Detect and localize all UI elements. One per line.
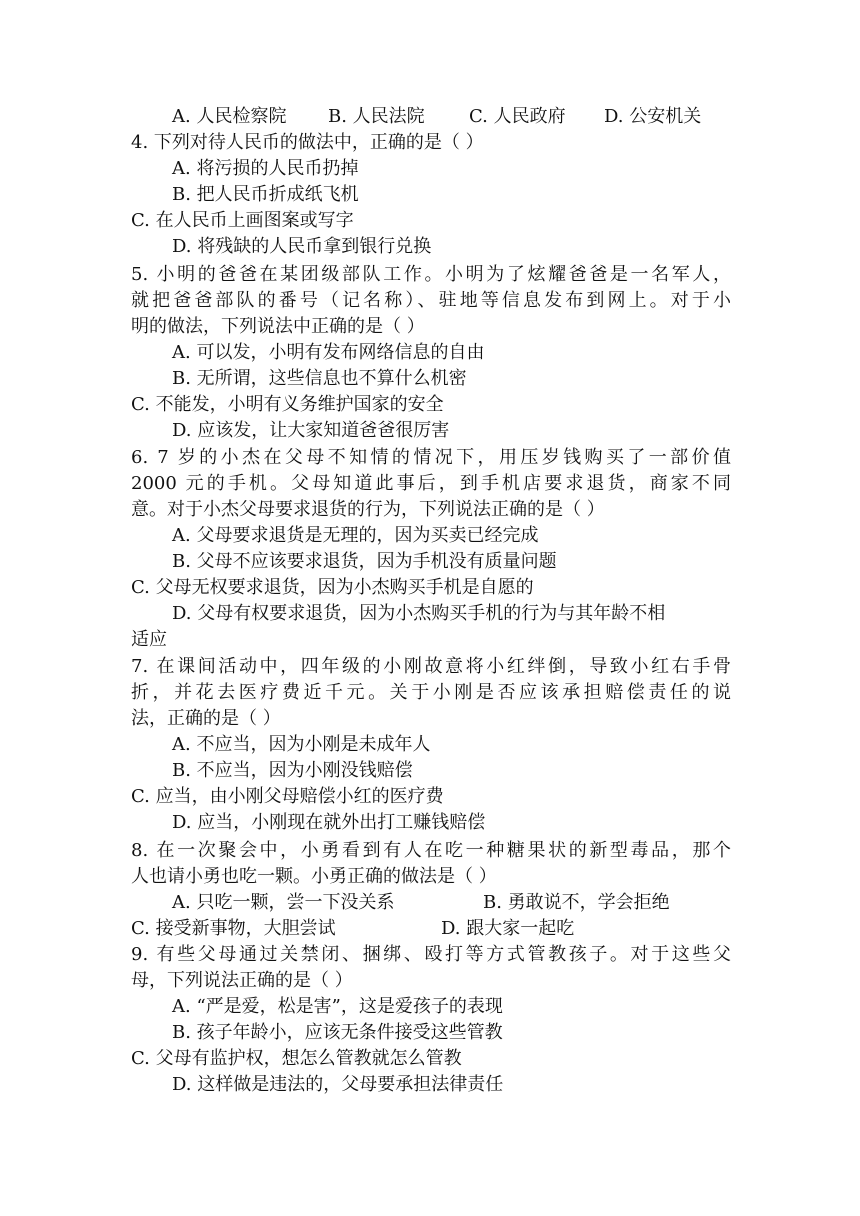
q4-stem: 4. 下列对待人民币的做法中，正确的是（ ） [131,132,484,153]
q7-option-a: A. 不应当，因为小刚是未成年人 [172,734,431,755]
q5-stem-line-1: 5. 小明的爸爸在某团级部队工作。小明为了炫耀爸爸是一名军人， [131,264,731,285]
q5-option-c: C. 不能发，小明有义务维护国家的安全 [131,394,444,415]
q6-stem-line-1: 6. 7 岁的小杰在父母不知情的情况下，用压岁钱购买了一部价值 [131,447,731,468]
q6-option-d-continued: 适应 [131,629,167,650]
q5-stem-line-2: 就把爸爸部队的番号（记名称）、驻地等信息发布到网上。对于小 [131,290,731,311]
q7-stem-line-1: 7. 在课间活动中，四年级的小刚故意将小红绊倒，导致小红右手骨 [131,656,731,677]
q5-option-d: D. 应该发，让大家知道爸爸很厉害 [172,420,450,441]
q4-option-d: D. 将残缺的人民币拿到银行兑换 [172,236,432,257]
q7-option-b: B. 不应当，因为小刚没钱赔偿 [172,760,413,781]
q5-option-b: B. 无所谓，这些信息也不算什么机密 [172,368,467,389]
q3-option-c: C. 人民政府 [469,106,566,127]
q6-option-a: A. 父母要求退货是无理的，因为买卖已经完成 [172,525,539,546]
q3-option-b: B. 人民法院 [328,106,425,127]
q8-option-a: A. 只吃一颗，尝一下没关系 [172,892,395,913]
q8-stem-line-1: 8. 在一次聚会中，小勇看到有人在吃一种糖果状的新型毒品，那个 [131,840,731,861]
q9-stem-line-1: 9. 有些父母通过关禁闭、捆绑、殴打等方式管教孩子。对于这些父 [131,944,731,965]
q4-option-b: B. 把人民币折成纸飞机 [172,184,359,205]
q9-option-b: B. 孩子年龄小，应该无条件接受这些管教 [172,1022,503,1043]
q8-option-d: D. 跟大家一起吃 [441,918,575,939]
q9-option-a: A. “严是爱，松是害”，这是爱孩子的表现 [172,996,503,1017]
q8-option-b: B. 勇敢说不，学会拒绝 [483,892,670,913]
q9-option-d: D. 这样做是违法的，父母要承担法律责任 [172,1074,504,1095]
q5-stem-line-3: 明的做法，下列说法中正确的是（ ） [131,316,425,337]
q5-option-a: A. 可以发，小明有发布网络信息的自由 [172,342,485,363]
q9-option-c: C. 父母有监护权，想怎么管教就怎么管教 [131,1048,462,1069]
q9-stem-line-2: 母，下列说法正确的是（ ） [131,970,353,991]
q8-options-row-2 [131,916,731,942]
q6-option-d: D. 父母有权要求退货，因为小杰购买手机的行为与其年龄不相 [172,603,666,624]
q7-stem-line-2: 折，并花去医疗费近千元。关于小刚是否应该承担赔偿责任的说 [131,682,731,703]
q3-option-d: D. 公安机关 [604,106,702,127]
q6-option-c: C. 父母无权要求退货，因为小杰购买手机是自愿的 [131,577,534,598]
q7-option-d: D. 应当，小刚现在就外出打工赚钱赔偿 [172,812,486,833]
q8-options-row-1 [131,890,731,916]
q8-option-c: C. 接受新事物，大胆尝试 [131,918,336,939]
q7-option-c: C. 应当，由小刚父母赔偿小红的医疗费 [131,786,444,807]
q4-option-a: A. 将污损的人民币扔掉 [172,158,359,179]
q7-stem-line-3: 法，正确的是（ ） [131,708,281,729]
q8-stem-line-2: 人也请小勇也吃一颗。小勇正确的做法是（ ） [131,866,497,887]
q6-option-b: B. 父母不应该要求退货，因为手机没有质量问题 [172,551,557,572]
q3-option-a: A. 人民检察院 [172,106,287,127]
q3-options-row [131,104,731,130]
q6-stem-line-2: 2000 元的手机。父母知道此事后，到手机店要求退货，商家不同 [131,473,731,494]
q4-option-c: C. 在人民币上画图案或写字 [131,210,354,231]
q6-stem-line-3: 意。对于小杰父母要求退货的行为，下列说法正确的是（ ） [131,499,605,520]
